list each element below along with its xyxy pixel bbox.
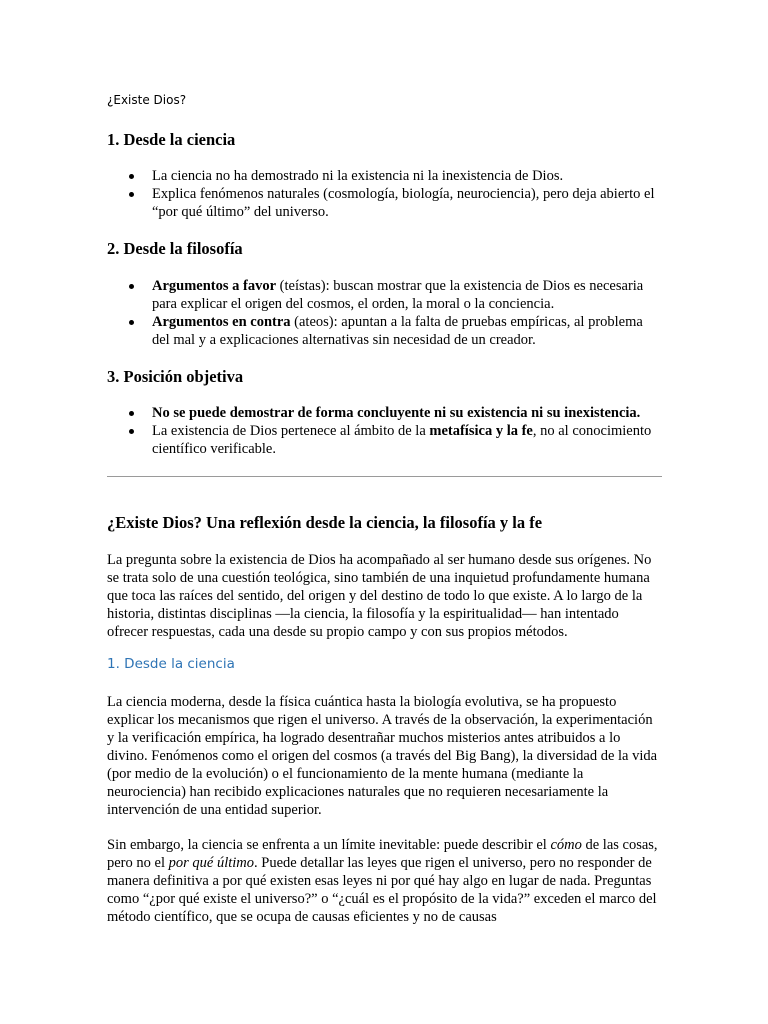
list-item-text: , no al conocimiento científico verificable. xyxy=(152,423,652,457)
list-item-text: La ciencia no ha demostrado ni la existencia ni la inexistencia de Dios. xyxy=(152,168,564,184)
essay-paragraph-2 xyxy=(107,836,663,926)
list-item xyxy=(107,167,662,185)
outline-heading-ciencia: 1. Desde la ciencia xyxy=(107,130,236,149)
list-item-bold: Argumentos en contra xyxy=(152,314,291,330)
essay-title: ¿Existe Dios? Una reflexión desde la ciencia, la filosofía y la fe xyxy=(107,513,543,532)
horizontal-divider xyxy=(107,476,662,477)
list-item-bold: No se puede demostrar de forma concluyente ni su existencia ni su inexistencia. xyxy=(152,405,641,421)
essay-intro-paragraph: La pregunta sobre la existencia de Dios ha acompañado al ser humano desde sus orígenes. No se trata solo de una cuestión teológica, sino también de una inquietud profundamente humana que toca las raíces del sentido, del origen y del destino de todo lo que existe. A lo largo de la historia, distintas disciplinas —la ciencia, la filosofía y la espiritualidad— han intentado ofrecer respuestas, cada una desde su propio campo y con sus propios métodos. xyxy=(107,552,652,640)
list-item-text: (teístas): buscan mostrar que la existencia de Dios es necesaria para explicar el origen del cosmos, el orden, la moral o la conciencia. xyxy=(152,278,644,312)
list-item xyxy=(107,185,662,221)
outline-heading-posicion: 3. Posición objetiva xyxy=(107,367,244,386)
outline-list-posicion xyxy=(107,404,662,458)
list-item xyxy=(107,422,662,458)
essay-paragraph-1: La ciencia moderna, desde la física cuántica hasta la biología evolutiva, se ha propuesto explicar los mecanismos que rigen el universo. A través de la observación, la experimentación y la verificación empírica, ha logrado desentrañar muchos misterios antes atribuidos a lo divino. Fenómenos como el origen del cosmos (a través del Big Bang), la diversidad de la vida (por medio de la evolución) o el funcionamiento de la mente humana (mediante la neurociencia) han recibido explicaciones naturales que no requieren necesariamente la intervención de una entidad superior. xyxy=(107,694,658,818)
list-item-text: (ateos): apuntan a la falta de pruebas empíricas, al problema del mal y a explicaciones alternativas sin necesidad de un creador. xyxy=(152,314,643,348)
outline-list-filosofia xyxy=(107,277,662,349)
list-item-bold: metafísica y la fe xyxy=(429,423,533,439)
paragraph-italic: por qué último xyxy=(168,855,254,871)
paragraph-text: Sin embargo, la ciencia se enfrenta a un límite inevitable: puede describir el xyxy=(107,837,551,853)
paragraph-text: . Puede detallar las leyes que rigen el universo, pero no responder de manera definitiva a por qué existen esas leyes ni por qué hay algo en lugar de nada. Preguntas como “¿por qué existe el universo?” o “¿cuál es el propósito de la vida?” exceden el marco del método científico, que se ocupa de causas eficientes y no de causas xyxy=(107,855,657,925)
list-item xyxy=(107,313,662,349)
outline-heading-filosofia: 2. Desde la filosofía xyxy=(107,239,243,258)
list-item xyxy=(107,277,662,313)
list-item-bold: Argumentos a favor xyxy=(152,278,277,294)
paragraph-italic: cómo xyxy=(550,837,582,853)
list-item-text: La existencia de Dios pertenece al ámbito de la xyxy=(152,423,430,439)
paragraph-text: de las cosas, pero no el xyxy=(107,837,658,871)
document-label: ¿Existe Dios? xyxy=(107,93,187,107)
essay-subheading-ciencia: 1. Desde la ciencia xyxy=(107,656,235,672)
outline-list-ciencia xyxy=(107,167,662,221)
list-item-text: Explica fenómenos naturales (cosmología, biología, neurociencia), pero deja abierto el “por qué último” del universo. xyxy=(152,186,655,220)
list-item xyxy=(107,404,662,422)
